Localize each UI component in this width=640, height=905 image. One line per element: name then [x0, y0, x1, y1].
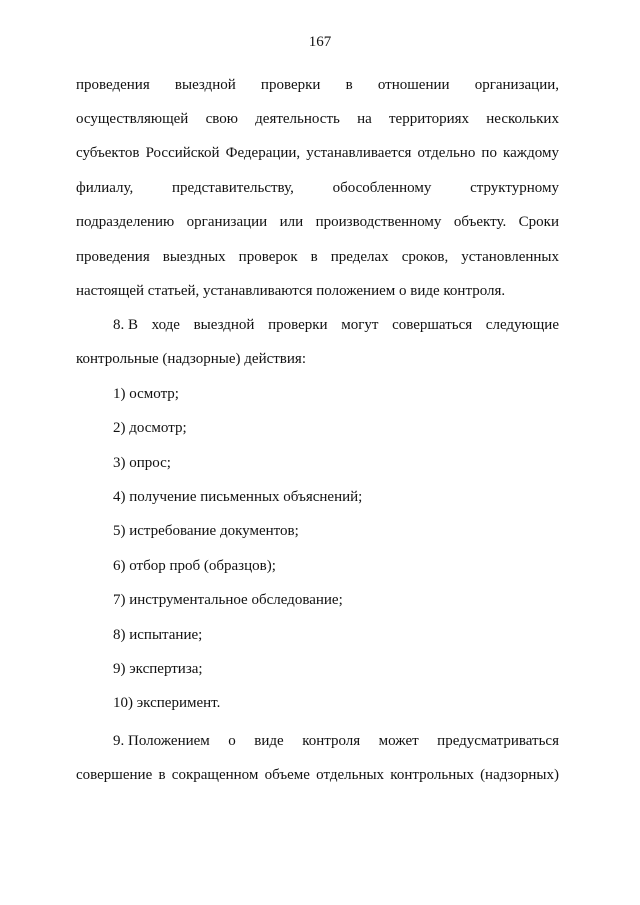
word: организации — [186, 214, 268, 230]
text-line — [76, 109, 559, 129]
word: ходе — [151, 317, 180, 333]
word: может — [378, 733, 419, 749]
list-item: 9) экспертиза; — [113, 661, 203, 677]
word: выездной — [174, 77, 236, 93]
word: производственному — [315, 214, 442, 230]
list-item: 2) досмотр; — [113, 420, 187, 436]
word: по — [481, 145, 497, 161]
word: представительству, — [172, 180, 294, 196]
word: отдельных — [316, 767, 385, 783]
word: проверки — [260, 77, 321, 93]
word: проведения — [76, 77, 150, 93]
word: филиалу, — [76, 180, 134, 196]
word: объекту. — [453, 214, 507, 230]
word: выездных — [162, 249, 226, 265]
word: совершаться — [392, 317, 473, 333]
list-item: 6) отбор проб (образцов); — [113, 558, 276, 574]
word: деятельность — [255, 111, 340, 127]
word: организации, — [474, 77, 559, 93]
word: следующие — [485, 317, 559, 333]
word: проверок — [238, 249, 298, 265]
word: каждому — [503, 145, 559, 161]
list-item: 7) инструментальное обследование; — [113, 592, 343, 608]
text-line: контрольные (надзорные) действия: — [76, 351, 306, 367]
text-line — [76, 178, 559, 198]
word: обособленному — [332, 180, 432, 196]
word: совершение — [76, 767, 153, 783]
word: подразделению — [76, 214, 175, 230]
word: Сроки — [518, 214, 559, 230]
text-line — [76, 143, 559, 163]
word: в — [310, 249, 318, 265]
word: (надзорных) — [480, 767, 559, 783]
word: предусматриваться — [437, 733, 559, 749]
word: Российской — [145, 145, 220, 161]
text-line — [76, 247, 559, 267]
word: могут — [341, 317, 379, 333]
word: проведения — [76, 249, 150, 265]
text-line — [76, 765, 559, 785]
list-item: 8) испытание; — [113, 627, 203, 643]
word: субъектов — [76, 145, 140, 161]
word: Федерации, — [225, 145, 301, 161]
page-number: 167 — [308, 34, 332, 50]
word: установленных — [461, 249, 559, 265]
word: 9. Положением — [113, 733, 210, 749]
word: в — [345, 77, 353, 93]
text-line — [76, 212, 559, 232]
word: нескольких — [486, 111, 559, 127]
word: о — [228, 733, 236, 749]
word: территориях — [389, 111, 470, 127]
word: свою — [205, 111, 238, 127]
word: в — [158, 767, 166, 783]
list-item: 5) истребование документов; — [113, 523, 299, 539]
list-item: 10) эксперимент. — [113, 695, 221, 711]
word: проверки — [268, 317, 328, 333]
word: пределах — [330, 249, 389, 265]
word: контрольных — [390, 767, 474, 783]
text-line: настоящей статьей, устанавливаются положением о виде контроля. — [76, 283, 506, 299]
word: на — [357, 111, 372, 127]
word: или — [279, 214, 304, 230]
word: отношении — [377, 77, 450, 93]
text-line — [76, 75, 559, 95]
word: структурному — [470, 180, 559, 196]
word: 8. В — [113, 317, 139, 333]
list-item: 1) осмотр; — [113, 386, 179, 402]
word: отдельно — [417, 145, 476, 161]
list-item: 3) опрос; — [113, 455, 171, 471]
paragraph-9-first-line — [113, 731, 559, 751]
word: осуществляющей — [76, 111, 189, 127]
word: сроков, — [401, 249, 449, 265]
list-item: 4) получение письменных объяснений; — [113, 489, 363, 505]
word: сокращенном — [171, 767, 259, 783]
word: виде — [254, 733, 284, 749]
word: выездной — [193, 317, 255, 333]
word: контроля — [302, 733, 361, 749]
word: объеме — [264, 767, 310, 783]
paragraph-8-first-line — [113, 315, 559, 335]
word: устанавливается — [306, 145, 412, 161]
